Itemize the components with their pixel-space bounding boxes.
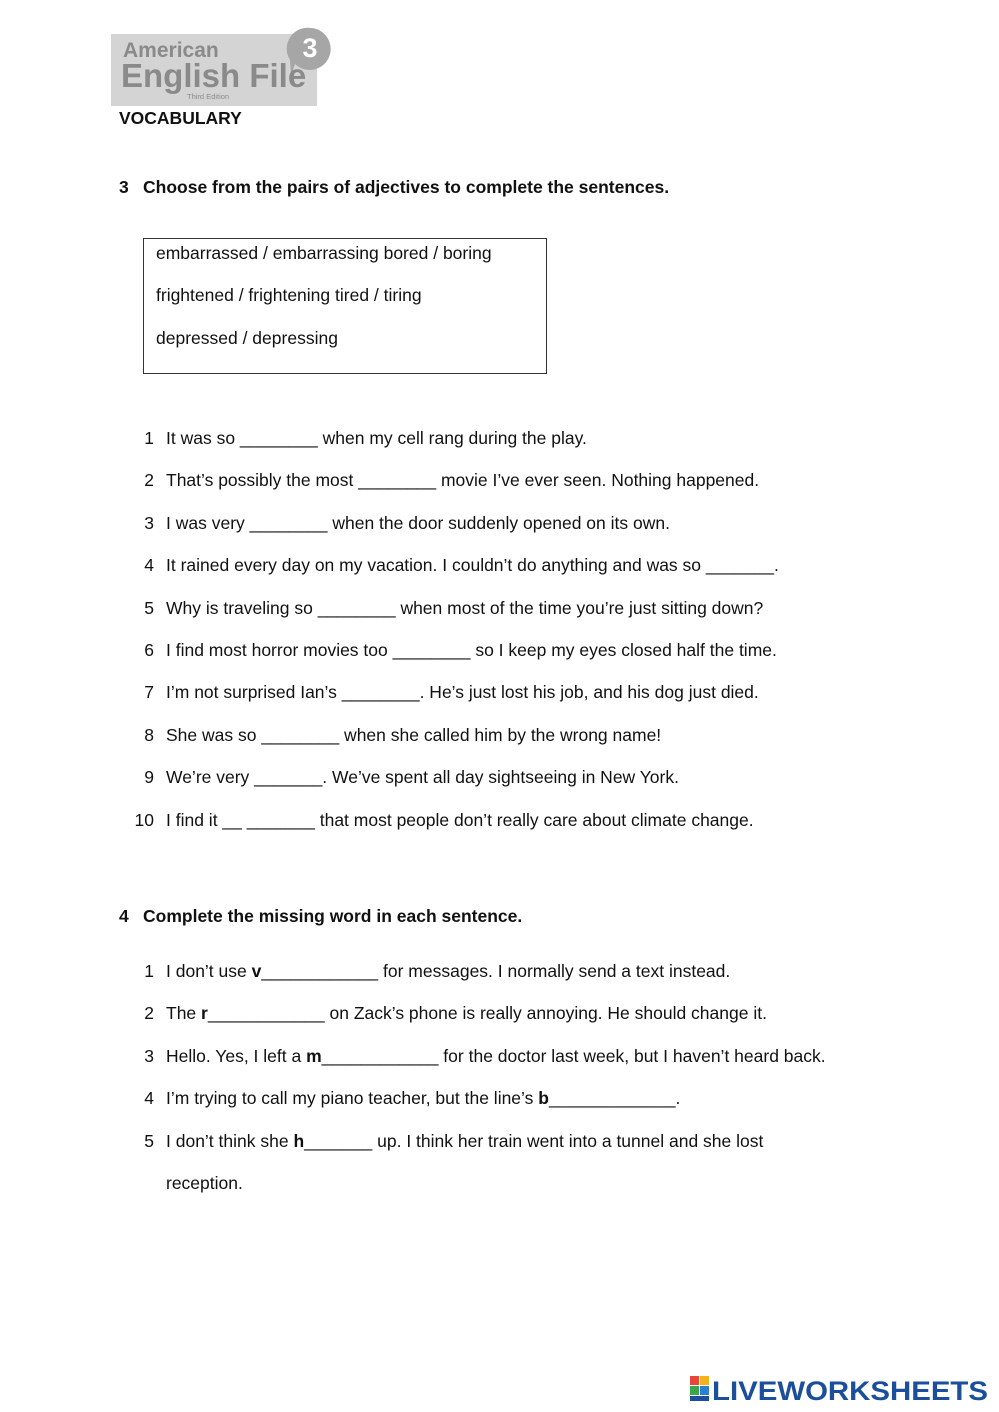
section-title: VOCABULARY [119, 108, 242, 128]
first-letter: r [201, 1003, 208, 1023]
liveworksheets-logo [690, 1372, 990, 1404]
exercise-4-instruction: Complete the missing word in each sentence. [143, 906, 523, 926]
exercise-3-number: 3 [119, 177, 129, 197]
american-english-file-logo [111, 26, 333, 106]
item-text: I find most horror movies too ________ so I keep my eyes closed half the time. [166, 640, 777, 660]
item-number: 3 [144, 513, 154, 533]
exercise-4-number: 4 [119, 906, 129, 926]
item-text: I don’t think she h_______ up. I think her train went into a tunnel and she lost [166, 1131, 764, 1151]
exercise-4-heading [119, 906, 522, 927]
first-letter: m [306, 1046, 322, 1066]
word-box-line: frightened / frightening tired / tiring [156, 285, 422, 305]
item-number: 1 [144, 961, 154, 981]
item-number: 2 [144, 470, 154, 490]
exercise-3-heading [119, 177, 669, 198]
item-number: 4 [144, 1088, 154, 1108]
liveworksheets-wordmark: LIVEWORKSHEETS [712, 1376, 988, 1404]
item-text: I don’t use v____________ for messages. I normally send a text instead. [166, 961, 731, 981]
item-text: Why is traveling so ________ when most of the time you’re just sitting down? [166, 598, 764, 618]
exercise-3-instruction: Choose from the pairs of adjectives to complete the sentences. [143, 177, 670, 197]
item-text: It was so ________ when my cell rang during the play. [166, 428, 587, 448]
first-letter: v [251, 961, 262, 981]
item-number: 5 [144, 1131, 154, 1151]
item-number: 2 [144, 1003, 154, 1023]
item-number: 4 [144, 555, 154, 575]
logo-line2: English File [121, 57, 307, 94]
item-text: It rained every day on my vacation. I couldn’t do anything and was so _______. [166, 555, 779, 575]
first-letter: h [293, 1131, 305, 1151]
word-box [143, 238, 547, 374]
liveworksheets-icon [690, 1376, 709, 1401]
item-number: 3 [144, 1046, 154, 1066]
item-number: 5 [144, 598, 154, 618]
item-number: 7 [144, 682, 154, 702]
item-number: 8 [144, 725, 154, 745]
item-number: 10 [134, 810, 154, 830]
item-number: 6 [144, 640, 154, 660]
item-text: That’s possibly the most ________ movie I’ve ever seen. Nothing happened. [166, 470, 760, 490]
item-text: I’m not surprised Ian’s ________. He’s just lost his job, and his dog just died. [166, 682, 759, 702]
item-text: I was very ________ when the door suddenly opened on its own. [166, 513, 670, 533]
item-text: We’re very _______. We’ve spent all day sightseeing in New York. [166, 767, 679, 787]
item-text: The r____________ on Zack’s phone is really annoying. He should change it. [166, 1003, 767, 1023]
logo-line1: American [123, 39, 219, 62]
item-text: Hello. Yes, I left a m____________ for the doctor last week, but I haven’t heard back. [166, 1046, 826, 1066]
item-text: She was so ________ when she called him by the wrong name! [166, 725, 662, 745]
word-box-line: depressed / depressing [156, 328, 338, 348]
logo-level: 3 [302, 33, 318, 63]
item-number: 1 [144, 428, 154, 448]
word-box-line: embarrassed / embarrassing bored / boring [156, 243, 492, 263]
item-number: 9 [144, 767, 154, 787]
item-text: I find it __ _______ that most people don’t really care about climate change. [166, 810, 754, 830]
first-letter: b [538, 1088, 549, 1108]
item-text: I’m trying to call my piano teacher, but the line’s b_____________. [166, 1088, 681, 1108]
logo-edition: Third Edition [187, 92, 230, 101]
item-text: reception. [166, 1173, 243, 1193]
